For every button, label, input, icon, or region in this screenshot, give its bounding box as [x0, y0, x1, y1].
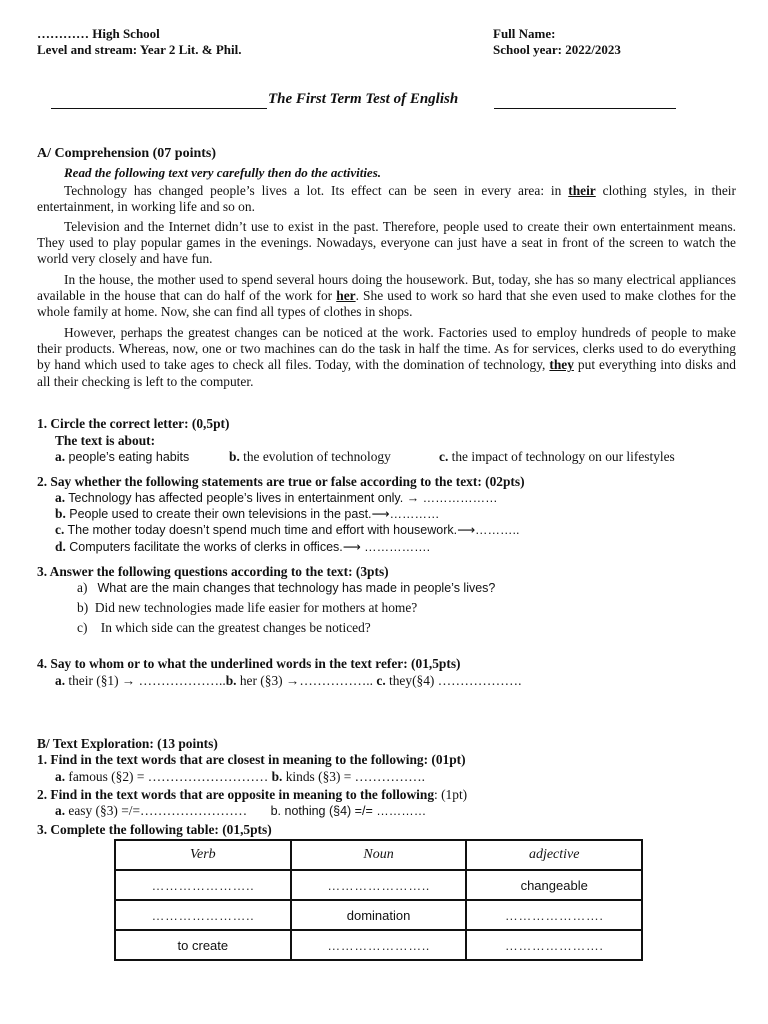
- table-cell: domination: [291, 900, 467, 930]
- title-rule-left: [51, 108, 267, 109]
- table-cell[interactable]: …………………..: [291, 930, 467, 960]
- table-row: [115, 930, 642, 960]
- a-q2-statement-d: d. Computers facilitate the works of clerks in offices.⟶ …………….: [55, 539, 431, 554]
- underlined-her: her: [336, 288, 356, 304]
- school-year: School year: 2022/2023: [493, 42, 621, 57]
- b-q3-heading: 3. Complete the following table: (01,5pts): [37, 822, 272, 837]
- a-q3-question-b: b) Did new technologies made life easier for mothers at home?: [77, 600, 418, 615]
- paragraph-2: Television and the Internet didn’t use to exist in the past. Therefore, people used to create their own entertainment means. They used to play popular games in the evenings. Nowadays, everyone can just have a seat in front of the screen to watch the world very closely and have fun.: [37, 219, 736, 267]
- a-q3-question-a: a) What are the main changes that technology has made in people’s lives?: [77, 580, 496, 595]
- section-b-heading: B/ Text Exploration: (13 points): [37, 736, 218, 751]
- test-title: The First Term Test of English: [268, 91, 459, 107]
- table-cell[interactable]: …………………..: [115, 870, 291, 900]
- b-q1-heading: 1. Find in the text words that are closest in meaning to the following: (01pt): [37, 752, 466, 767]
- paragraph-3: In the house, the mother used to spend several hours doing the housework. But, today, she has so many electrical appliances available in the house that can do half of the work for her. She used to work so hard that she even used to make clothes for the whole family at home. Now, she can find all types of clothes in shops.: [37, 272, 737, 320]
- school-name: ………… High School: [37, 26, 160, 41]
- table-header-row: [115, 840, 642, 870]
- a-q1-option-b[interactable]: b. the evolution of technology: [229, 449, 391, 464]
- a-q1-heading: 1. Circle the correct letter: (0,5pt): [37, 416, 230, 431]
- section-a-heading: A/ Comprehension (07 points): [37, 146, 217, 161]
- reading-instruction: Read the following text very carefully then do the activities.: [64, 165, 382, 180]
- table-cell[interactable]: …………………..: [115, 900, 291, 930]
- column-header-adjective: adjective: [466, 840, 642, 870]
- underlined-they: they: [549, 357, 574, 373]
- a-q1-option-a[interactable]: a. people’s eating habits: [55, 449, 190, 464]
- b-q2-heading: 2. Find in the text words that are opposite in meaning to the following: (1pt): [37, 787, 468, 802]
- table-row: [115, 900, 642, 930]
- a-q3-question-c: c) In which side can the greatest changes be noticed?: [77, 620, 371, 635]
- table-cell[interactable]: ………………….: [466, 930, 642, 960]
- full-name-label: Full Name:: [493, 26, 556, 41]
- a-q2-statement-b: b. People used to create their own televisions in the past.⟶…………: [55, 506, 440, 521]
- a-q2-statement-c: c. The mother today doesn’t spend much time and effort with housework.⟶………..: [55, 522, 520, 537]
- a-q4-item-a: a. their (§1) → ………………..b. her (§3) →…………….. c. they(§4) ……………….: [55, 673, 522, 688]
- paragraph-4: However, perhaps the greatest changes can be noticed at the work. Factories used to employ hundreds of people to make their products. Whereas, now, one or two machines can do the task in half the time. As for services, clerks used to do everything by hand which used to take ages to check all files. Today, with the domination of technology, they put everything into disks and all their checking is left to the computer.: [37, 325, 736, 389]
- column-header-verb: Verb: [115, 840, 291, 870]
- a-q3-heading: 3. Answer the following questions according to the text: (3pts): [37, 564, 389, 579]
- level-stream: Level and stream: Year 2 Lit. & Phil.: [37, 42, 242, 57]
- title-rule-right: [494, 108, 676, 109]
- table-cell: changeable: [466, 870, 642, 900]
- paragraph-1: Technology has changed people’s lives a lot. Its effect can be seen in every area: in their clothing styles, in their entertainment, in working life and so on.: [37, 183, 736, 215]
- a-q2-statement-a: a. Technology has affected people’s lives in entertainment only. → ………………: [55, 490, 498, 505]
- b-q2-items: a. easy (§3) =/=…………………… b. nothing (§4) =/= …………: [55, 803, 427, 818]
- a-q2-heading: 2. Say whether the following statements are true or false according to the text: (02pts): [37, 474, 525, 489]
- table-cell[interactable]: ………………….: [466, 900, 642, 930]
- underlined-their: their: [568, 183, 596, 198]
- a-q1-stem: The text is about:: [55, 433, 156, 448]
- table-cell: to create: [115, 930, 291, 960]
- column-header-noun: Noun: [291, 840, 467, 870]
- table-row: [115, 870, 642, 900]
- table-cell[interactable]: …………………..: [291, 870, 467, 900]
- a-q4-heading: 4. Say to whom or to what the underlined words in the text refer: (01,5pts): [37, 656, 461, 671]
- word-forms-table: [114, 839, 643, 961]
- b-q1-items: a. famous (§2) = ……………………… b. kinds (§3) = …………….: [55, 769, 425, 784]
- a-q1-option-c[interactable]: c. the impact of technology on our lifestyles: [439, 449, 675, 464]
